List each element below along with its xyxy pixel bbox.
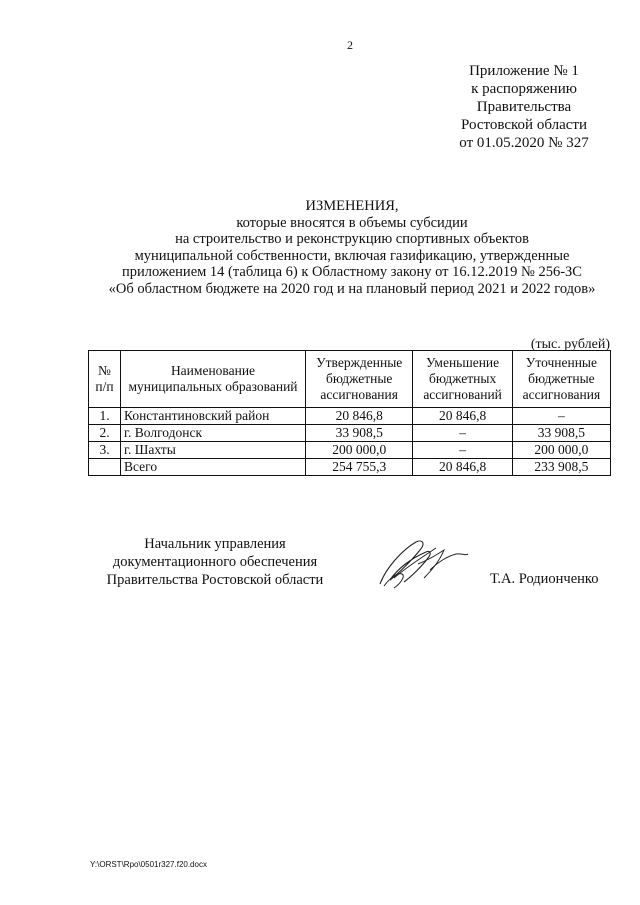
appendix-line: Правительства [476,99,572,115]
cell-approved: 33 908,5 [306,425,413,442]
heading-title: ИЗМЕНЕНИЯ, [305,198,399,214]
cell-approved: 200 000,0 [306,442,413,459]
signatory-title-line: Начальник управления [144,536,286,552]
cell-revised: – [512,408,610,425]
cell-approved: 254 755,3 [306,459,413,476]
appendix-line: Ростовской области [461,117,587,133]
file-path: Y:\ORST\Rpo\0501r327.f20.docx [90,860,207,869]
cell-no: 1. [89,408,121,425]
handwritten-signature [372,534,472,594]
cell-approved: 20 846,8 [306,408,413,425]
appendix-block [440,62,608,152]
table-total-row [89,459,611,476]
heading-line: муниципальной собственности, включая газификацию, утвержденные [134,247,570,264]
appendix-line: к распоряжению [471,81,577,97]
heading-line: приложением 14 (таблица 6) к Областному закону от 16.12.2019 № 256-ЗС [122,264,582,280]
units-label: (тыс. рублей) [530,337,610,352]
table-row [89,442,611,459]
subsidy-table [88,350,611,476]
heading-line: «Об областном бюджете на 2020 год и на плановый период 2021 и 2022 годов» [108,280,596,297]
cell-decrease: 20 846,8 [413,459,512,476]
cell-revised: 33 908,5 [512,425,610,442]
heading-line: которые вносятся в объемы субсидии [236,214,468,231]
table-row [89,408,611,425]
header-no: № п/п [89,351,121,408]
signatory-title [90,535,340,589]
table-header-row [89,351,611,408]
cell-name: Константиновский район [121,408,306,425]
header-approved: Утвержденные бюджетные ассигнования [306,351,413,408]
cell-name: Всего [121,459,306,476]
appendix-line: от 01.05.2020 № 327 [459,135,589,151]
header-decrease: Уменьшение бюджетных ассигнований [413,351,512,408]
header-revised: Уточненные бюджетные ассигнования [512,351,610,408]
appendix-line: Приложение № 1 [469,63,579,79]
cell-no: 3. [89,442,121,459]
cell-decrease: – [413,425,512,442]
document-heading [60,198,640,297]
signatory-name: Т.А. Родионченко [490,571,599,587]
cell-decrease: 20 846,8 [413,408,512,425]
header-name: Наименование муниципальных образований [121,351,306,408]
cell-name: г. Шахты [121,442,306,459]
cell-no [89,459,121,476]
signatory-title-line: документационного обеспечения [112,554,318,570]
heading-line: на строительство и реконструкцию спортивных объектов [175,231,529,247]
table-row [89,425,611,442]
signatory-title-line: Правительства Ростовской области [106,572,324,588]
cell-revised: 200 000,0 [512,442,610,459]
page-number: 2 [347,38,353,52]
cell-no: 2. [89,425,121,442]
cell-revised: 233 908,5 [512,459,610,476]
cell-decrease: – [413,442,512,459]
cell-name: г. Волгодонск [121,425,306,442]
